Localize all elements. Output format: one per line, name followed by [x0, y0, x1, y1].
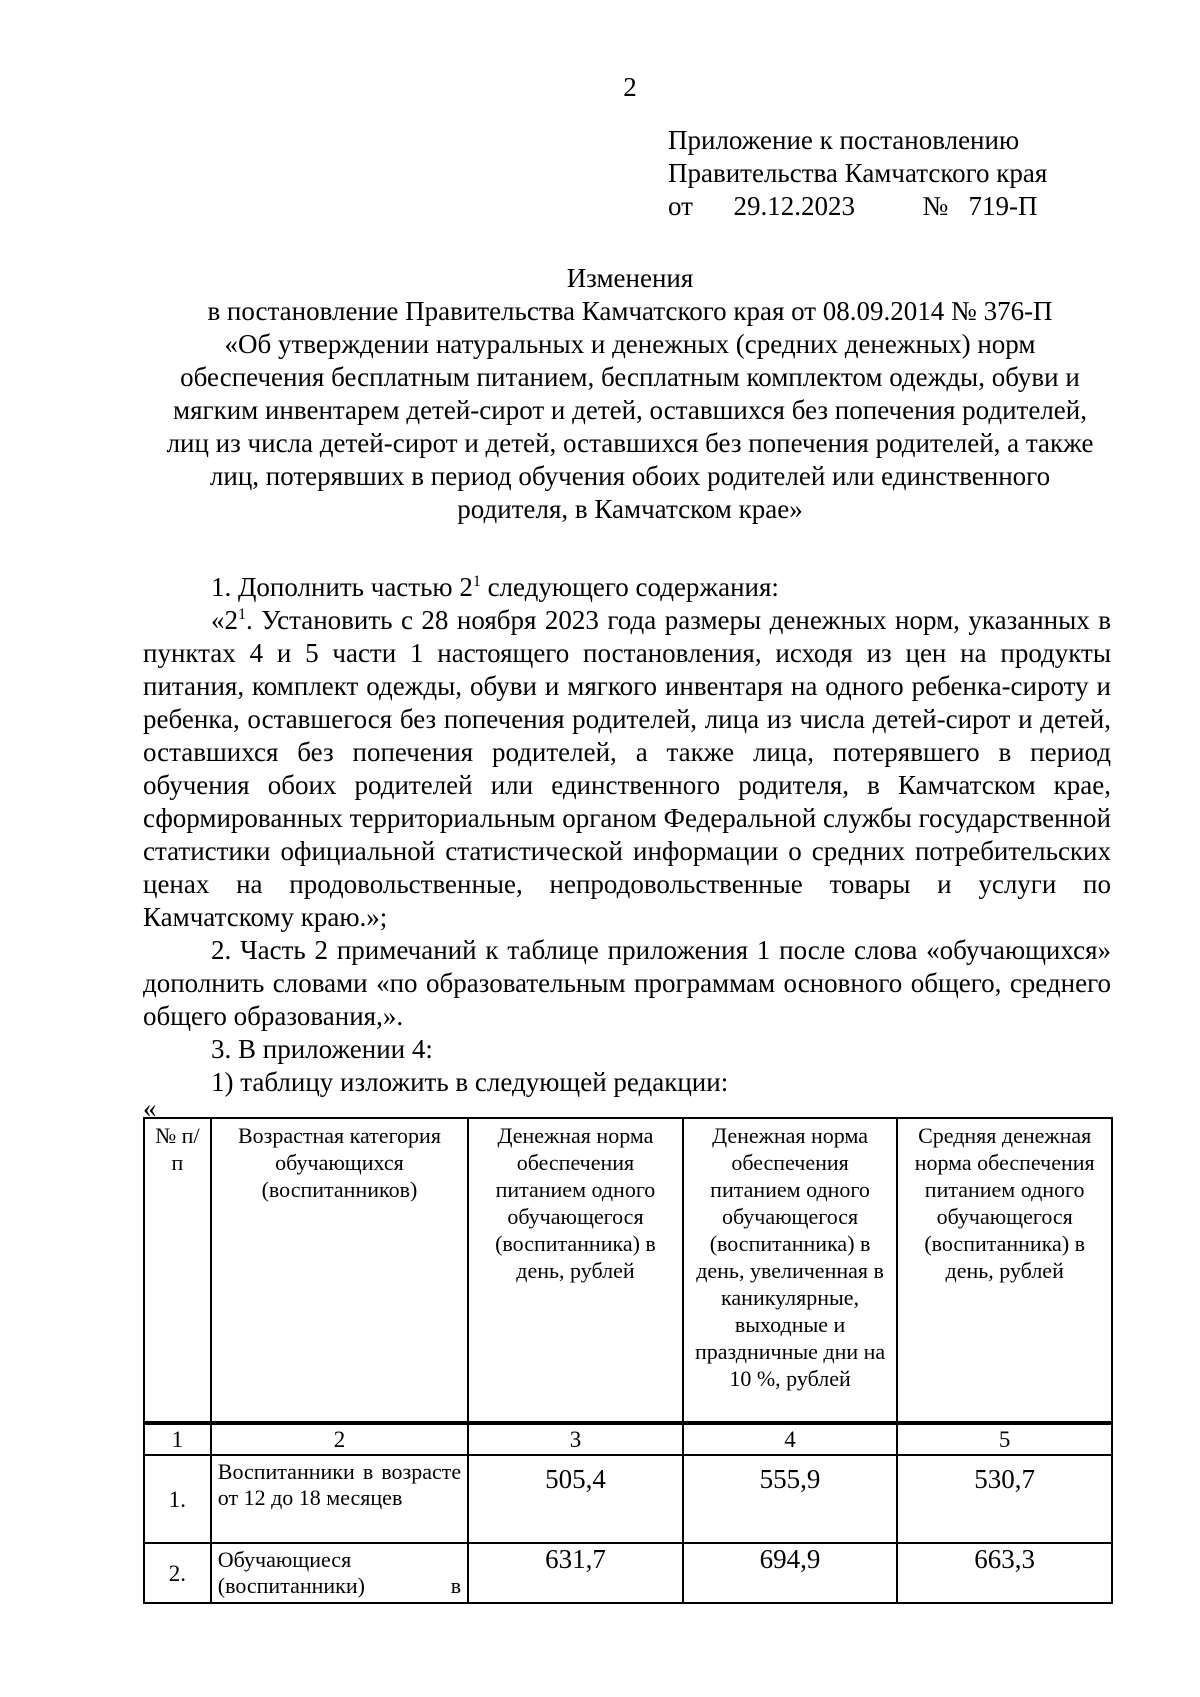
approval-line-3: [668, 190, 1047, 223]
title-heading: Изменения: [566, 263, 694, 293]
from-label: от: [668, 191, 693, 221]
paragraph-1: 1. Дополнить частью $2^1$ следующего содержания:: [211, 572, 779, 602]
paragraph-5: 1) таблицу изложить в следующей редакции:: [211, 1067, 729, 1097]
body-text: [143, 571, 1111, 1099]
column-number-row: [144, 1423, 1112, 1455]
number-label: №: [922, 191, 949, 221]
approval-line-1: Приложение к постановлению: [668, 125, 1020, 155]
approval-line-2: Правительства Камчатского края: [668, 158, 1048, 188]
header-cell-norm-increased: Денежная норма обеспечения питанием одного обучающегося (воспитанника) в день, увеличенная в каникулярные, выходные и праздничные дни на 10 %, рублей: [683, 1118, 898, 1423]
column-number: 3: [468, 1423, 683, 1455]
document-title: [120, 262, 1140, 526]
title-line: «Об утверждении натуральных и денежных (средних денежных) норм: [224, 329, 1036, 359]
paragraph-3: 2. Часть 2 примечаний к таблице приложения 1 после слова «обучающихся» дополнить словами «по образовательным программам основного общего, среднего общего образования,».: [143, 935, 1111, 1031]
approval-date: 29.12.2023: [733, 191, 855, 221]
table-row: [144, 1543, 1112, 1603]
quote-open-mark: «: [143, 1093, 157, 1123]
row-category: Обучающиеся (воспитанники) в: [211, 1543, 468, 1603]
header-cell-norm-average: Средняя денежная норма обеспечения питанием одного обучающегося (воспитанника) в день, рублей: [897, 1118, 1112, 1423]
row-value-average: 530,7: [897, 1455, 1112, 1543]
title-line: лиц, потерявших в период обучения обоих родителей или единственного: [209, 461, 1051, 491]
paragraph-4: 3. В приложении 4:: [211, 1034, 433, 1064]
header-cell-category: Возрастная категория обучающихся (воспитанников): [211, 1118, 468, 1423]
row-value-increased: 694,9: [683, 1543, 898, 1603]
row-value-norm: 631,7: [468, 1543, 683, 1603]
title-line: родителя, в Камчатском крае»: [457, 494, 803, 524]
row-category: Воспитанники в возрасте от 12 до 18 месяцев: [211, 1455, 468, 1543]
approval-stamp: [668, 124, 1047, 223]
table-header-row: [144, 1118, 1112, 1423]
row-value-norm: 505,4: [468, 1455, 683, 1543]
row-value-average: 663,3: [897, 1543, 1112, 1603]
table-row: [144, 1455, 1112, 1543]
column-number: 5: [897, 1423, 1112, 1455]
approval-number: 719-П: [968, 191, 1038, 221]
paragraph-2: «$2^1$. Установить с 28 ноября 2023 года размеры денежных норм, указанных в пунктах 4 и 5 части 1 настоящего постановления, исходя из цен на продукты питания, комплект одежды, обуви и мягкого инвентаря на одного ребенка-сироту и ребенка, оставшегося без попечения родителей, лица из числа детей-сирот и детей, оставшихся без попечения родителей, а также лица, потерявшего в период обучения обоих родителей или единственного родителя, в Камчатском крае, сформированных территориальным органом Федеральной службы государственной статистики официальной статистической информации о средних потребительских ценах на продовольственные, непродовольственные товары и услуги по Камчатскому краю.»;: [143, 605, 1111, 932]
column-number: 1: [144, 1423, 211, 1455]
column-number: 4: [683, 1423, 898, 1455]
column-number: 2: [211, 1423, 468, 1455]
title-line: лиц из числа детей-сирот и детей, оставшихся без попечения родителей, а также: [166, 428, 1094, 458]
title-line: в постановление Правительства Камчатского края от 08.09.2014 № 376-П: [207, 296, 1053, 326]
row-index: 2.: [144, 1543, 211, 1603]
title-line: обеспечения бесплатным питанием, бесплатным комплектом одежды, обуви и: [180, 362, 1080, 392]
page-number: 2: [623, 72, 637, 102]
header-cell-number: № п/п: [144, 1118, 211, 1423]
row-index: 1.: [144, 1455, 211, 1543]
row-value-increased: 555,9: [683, 1455, 898, 1543]
norms-table: [143, 1117, 1113, 1604]
header-cell-norm: Денежная норма обеспечения питанием одного обучающегося (воспитанника) в день, рублей: [468, 1118, 683, 1423]
title-line: мягким инвентарем детей-сирот и детей, оставшихся без попечения родителей,: [173, 395, 1087, 425]
